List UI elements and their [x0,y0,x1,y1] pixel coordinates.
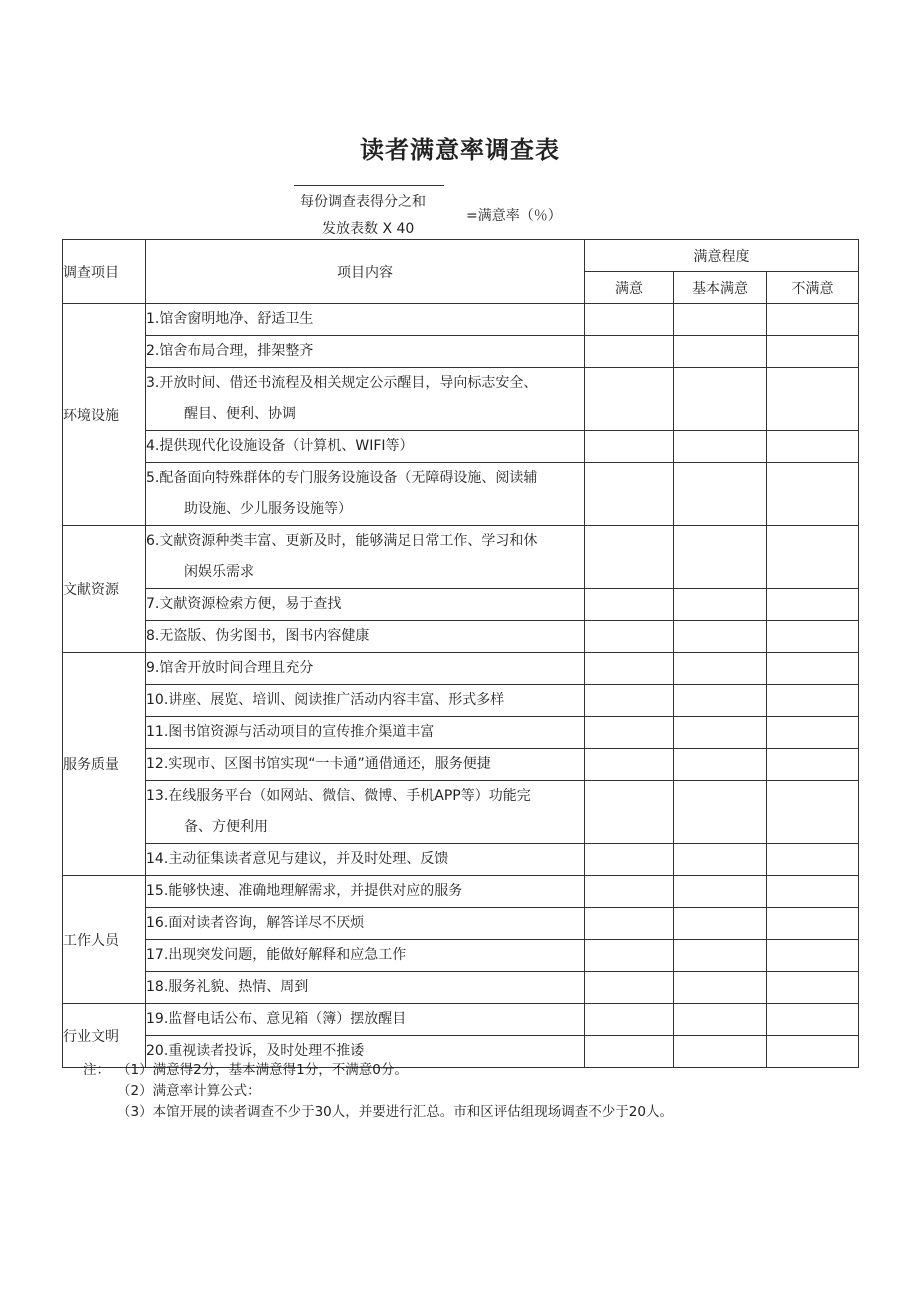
item-content-cell [146,940,585,972]
note-line: （2）满意率计算公式： [117,1083,261,1099]
header-category: 调查项目 [63,240,146,304]
note-line: （3）本馆开展的读者调查不少于30人，并要进行汇总。市和区评估组现场调查不少于20人。 [117,1104,673,1120]
item-content-cell [146,781,585,844]
item-content-cell [146,621,585,653]
page-title: 读者满意率调查表 [360,136,560,164]
rating-cell-basically-satisfied[interactable] [674,908,767,940]
survey-row [63,653,859,685]
rating-cell-basically-satisfied[interactable] [674,749,767,781]
rating-cell-basically-satisfied[interactable] [674,526,767,589]
item-text: 19.监督电话公布、意见箱（簿）摆放醒目 [146,1011,407,1027]
header-level-basically-satisfied: 基本满意 [674,272,767,304]
rating-cell-unsatisfied[interactable] [767,717,859,749]
rating-cell-basically-satisfied[interactable] [674,431,767,463]
rating-cell-unsatisfied[interactable] [767,685,859,717]
item-content-cell [146,463,585,526]
item-content-cell [146,526,585,589]
rating-cell-satisfied[interactable] [585,304,674,336]
item-text: 9.馆舍开放时间合理且充分 [146,660,314,676]
rating-cell-unsatisfied[interactable] [767,589,859,621]
item-text: 16.面对读者咨询，解答详尽不厌烦 [146,915,365,931]
rating-cell-satisfied[interactable] [585,653,674,685]
rating-cell-unsatisfied[interactable] [767,844,859,876]
category-cell: 文献资源 [63,526,146,653]
rating-cell-unsatisfied[interactable] [767,621,859,653]
item-text-continued: 助设施、少儿服务设施等） [184,501,352,517]
item-text: 20.重视读者投诉，及时处理不推诿 [146,1043,365,1059]
survey-row [63,685,859,717]
rating-cell-satisfied[interactable] [585,844,674,876]
rating-cell-unsatisfied[interactable] [767,463,859,526]
rating-cell-unsatisfied[interactable] [767,972,859,1004]
rating-cell-unsatisfied[interactable] [767,940,859,972]
rating-cell-unsatisfied[interactable] [767,336,859,368]
rating-cell-unsatisfied[interactable] [767,876,859,908]
item-text: 14.主动征集读者意见与建议，并及时处理、反馈 [146,851,449,867]
rating-cell-basically-satisfied[interactable] [674,368,767,431]
rating-cell-basically-satisfied[interactable] [674,844,767,876]
item-text: 10.讲座、展览、培训、阅读推广活动内容丰富、形式多样 [146,692,505,708]
survey-row [63,749,859,781]
rating-cell-satisfied[interactable] [585,908,674,940]
rating-cell-basically-satisfied[interactable] [674,940,767,972]
item-text: 2.馆舍布局合理，排架整齐 [146,343,314,359]
rating-cell-satisfied[interactable] [585,368,674,431]
rating-cell-unsatisfied[interactable] [767,1036,859,1068]
header-level-satisfied: 满意 [585,272,674,304]
item-text: 18.服务礼貌、热情、周到 [146,979,309,995]
category-cell: 环境设施 [63,304,146,526]
rating-cell-satisfied[interactable] [585,431,674,463]
rating-cell-satisfied[interactable] [585,589,674,621]
rating-cell-unsatisfied[interactable] [767,368,859,431]
rating-cell-unsatisfied[interactable] [767,304,859,336]
rating-cell-satisfied[interactable] [585,526,674,589]
rating-cell-satisfied[interactable] [585,717,674,749]
survey-row [63,876,859,908]
rating-cell-basically-satisfied[interactable] [674,336,767,368]
survey-row [63,844,859,876]
rating-cell-basically-satisfied[interactable] [674,972,767,1004]
survey-row [63,717,859,749]
formula-result: =满意率（％） [466,208,562,224]
rating-cell-basically-satisfied[interactable] [674,463,767,526]
item-content-cell [146,685,585,717]
survey-row [63,781,859,844]
item-content-cell [146,368,585,431]
survey-row [63,908,859,940]
survey-row [63,940,859,972]
rating-cell-basically-satisfied[interactable] [674,717,767,749]
item-content-cell [146,1004,585,1036]
rating-cell-basically-satisfied[interactable] [674,653,767,685]
rating-cell-satisfied[interactable] [585,940,674,972]
survey-row [63,336,859,368]
survey-row [63,526,859,589]
item-text: 4.提供现代化设施设备（计算机、WIFI等） [146,438,414,454]
survey-row [63,589,859,621]
rating-cell-unsatisfied[interactable] [767,653,859,685]
item-content-cell [146,717,585,749]
rating-cell-unsatisfied[interactable] [767,526,859,589]
item-text: 17.出现突发问题，能做好解释和应急工作 [146,947,407,963]
item-text-continued: 备、方便利用 [184,819,268,835]
rating-cell-basically-satisfied[interactable] [674,304,767,336]
notes [83,1060,673,1123]
item-text-continued: 醒目、便利、协调 [184,406,296,422]
rating-cell-unsatisfied[interactable] [767,908,859,940]
survey-row [63,972,859,1004]
item-text: 13.在线服务平台（如网站、微信、微博、手机APP等）功能完 [146,788,531,804]
rating-cell-unsatisfied[interactable] [767,1004,859,1036]
item-content-cell [146,304,585,336]
item-content-cell [146,653,585,685]
note-line: （1）满意得2分，基本满意得1分，不满意0分。 [117,1062,408,1078]
item-text: 3.开放时间、借还书流程及相关规定公示醒目，导向标志安全、 [146,375,538,391]
rating-cell-basically-satisfied[interactable] [674,1036,767,1068]
item-text-continued: 闲娱乐需求 [184,564,254,580]
item-content-cell [146,749,585,781]
formula-numerator: 每份调查表得分之和 [300,194,426,210]
rating-cell-satisfied[interactable] [585,876,674,908]
item-text: 12.实现市、区图书馆实现“一卡通”通借通还，服务便捷 [146,756,491,772]
survey-row [63,621,859,653]
survey-row [63,431,859,463]
item-text: 7.文献资源检索方便，易于查找 [146,596,342,612]
formula-top-rule [294,185,444,186]
rating-cell-basically-satisfied[interactable] [674,685,767,717]
item-text: 1.馆舍窗明地净、舒适卫生 [146,311,314,327]
item-content-cell [146,431,585,463]
rating-cell-basically-satisfied[interactable] [674,589,767,621]
item-content-cell [146,876,585,908]
rating-cell-satisfied[interactable] [585,463,674,526]
header-level-unsatisfied: 不满意 [767,272,859,304]
item-content-cell [146,844,585,876]
item-content-cell [146,908,585,940]
rating-cell-satisfied[interactable] [585,1004,674,1036]
item-text: 15.能够快速、准确地理解需求，并提供对应的服务 [146,883,463,899]
rating-cell-satisfied[interactable] [585,336,674,368]
item-text: 8.无盗版、伪劣图书，图书内容健康 [146,628,370,644]
rating-cell-unsatisfied[interactable] [767,749,859,781]
item-text: 6.文献资源种类丰富、更新及时，能够满足日常工作、学习和休 [146,533,538,549]
survey-row [63,463,859,526]
rating-cell-basically-satisfied[interactable] [674,1004,767,1036]
rating-cell-basically-satisfied[interactable] [674,876,767,908]
rating-cell-satisfied[interactable] [585,781,674,844]
survey-table [62,239,859,1068]
item-content-cell [146,972,585,1004]
notes-label: 注： [83,1062,110,1078]
header-content: 项目内容 [146,240,585,304]
item-text: 11.图书馆资源与活动项目的宣传推介渠道丰富 [146,724,435,740]
rating-cell-unsatisfied[interactable] [767,431,859,463]
category-cell: 服务质量 [63,653,146,876]
rating-cell-basically-satisfied[interactable] [674,621,767,653]
rating-cell-satisfied[interactable] [585,685,674,717]
survey-row [63,304,859,336]
rating-cell-satisfied[interactable] [585,972,674,1004]
rating-cell-unsatisfied[interactable] [767,781,859,844]
rating-cell-satisfied[interactable] [585,621,674,653]
header-satisfaction-degree: 满意程度 [585,240,859,272]
survey-row [63,1004,859,1036]
category-cell: 工作人员 [63,876,146,1004]
survey-row [63,368,859,431]
item-text: 5.配备面向特殊群体的专门服务设施设备（无障碍设施、阅读辅 [146,470,538,486]
formula-denominator: 发放表数 X 40 [322,221,415,237]
item-content-cell [146,336,585,368]
rating-cell-basically-satisfied[interactable] [674,781,767,844]
rating-cell-satisfied[interactable] [585,749,674,781]
item-content-cell [146,589,585,621]
category-cell: 行业文明 [63,1004,146,1068]
